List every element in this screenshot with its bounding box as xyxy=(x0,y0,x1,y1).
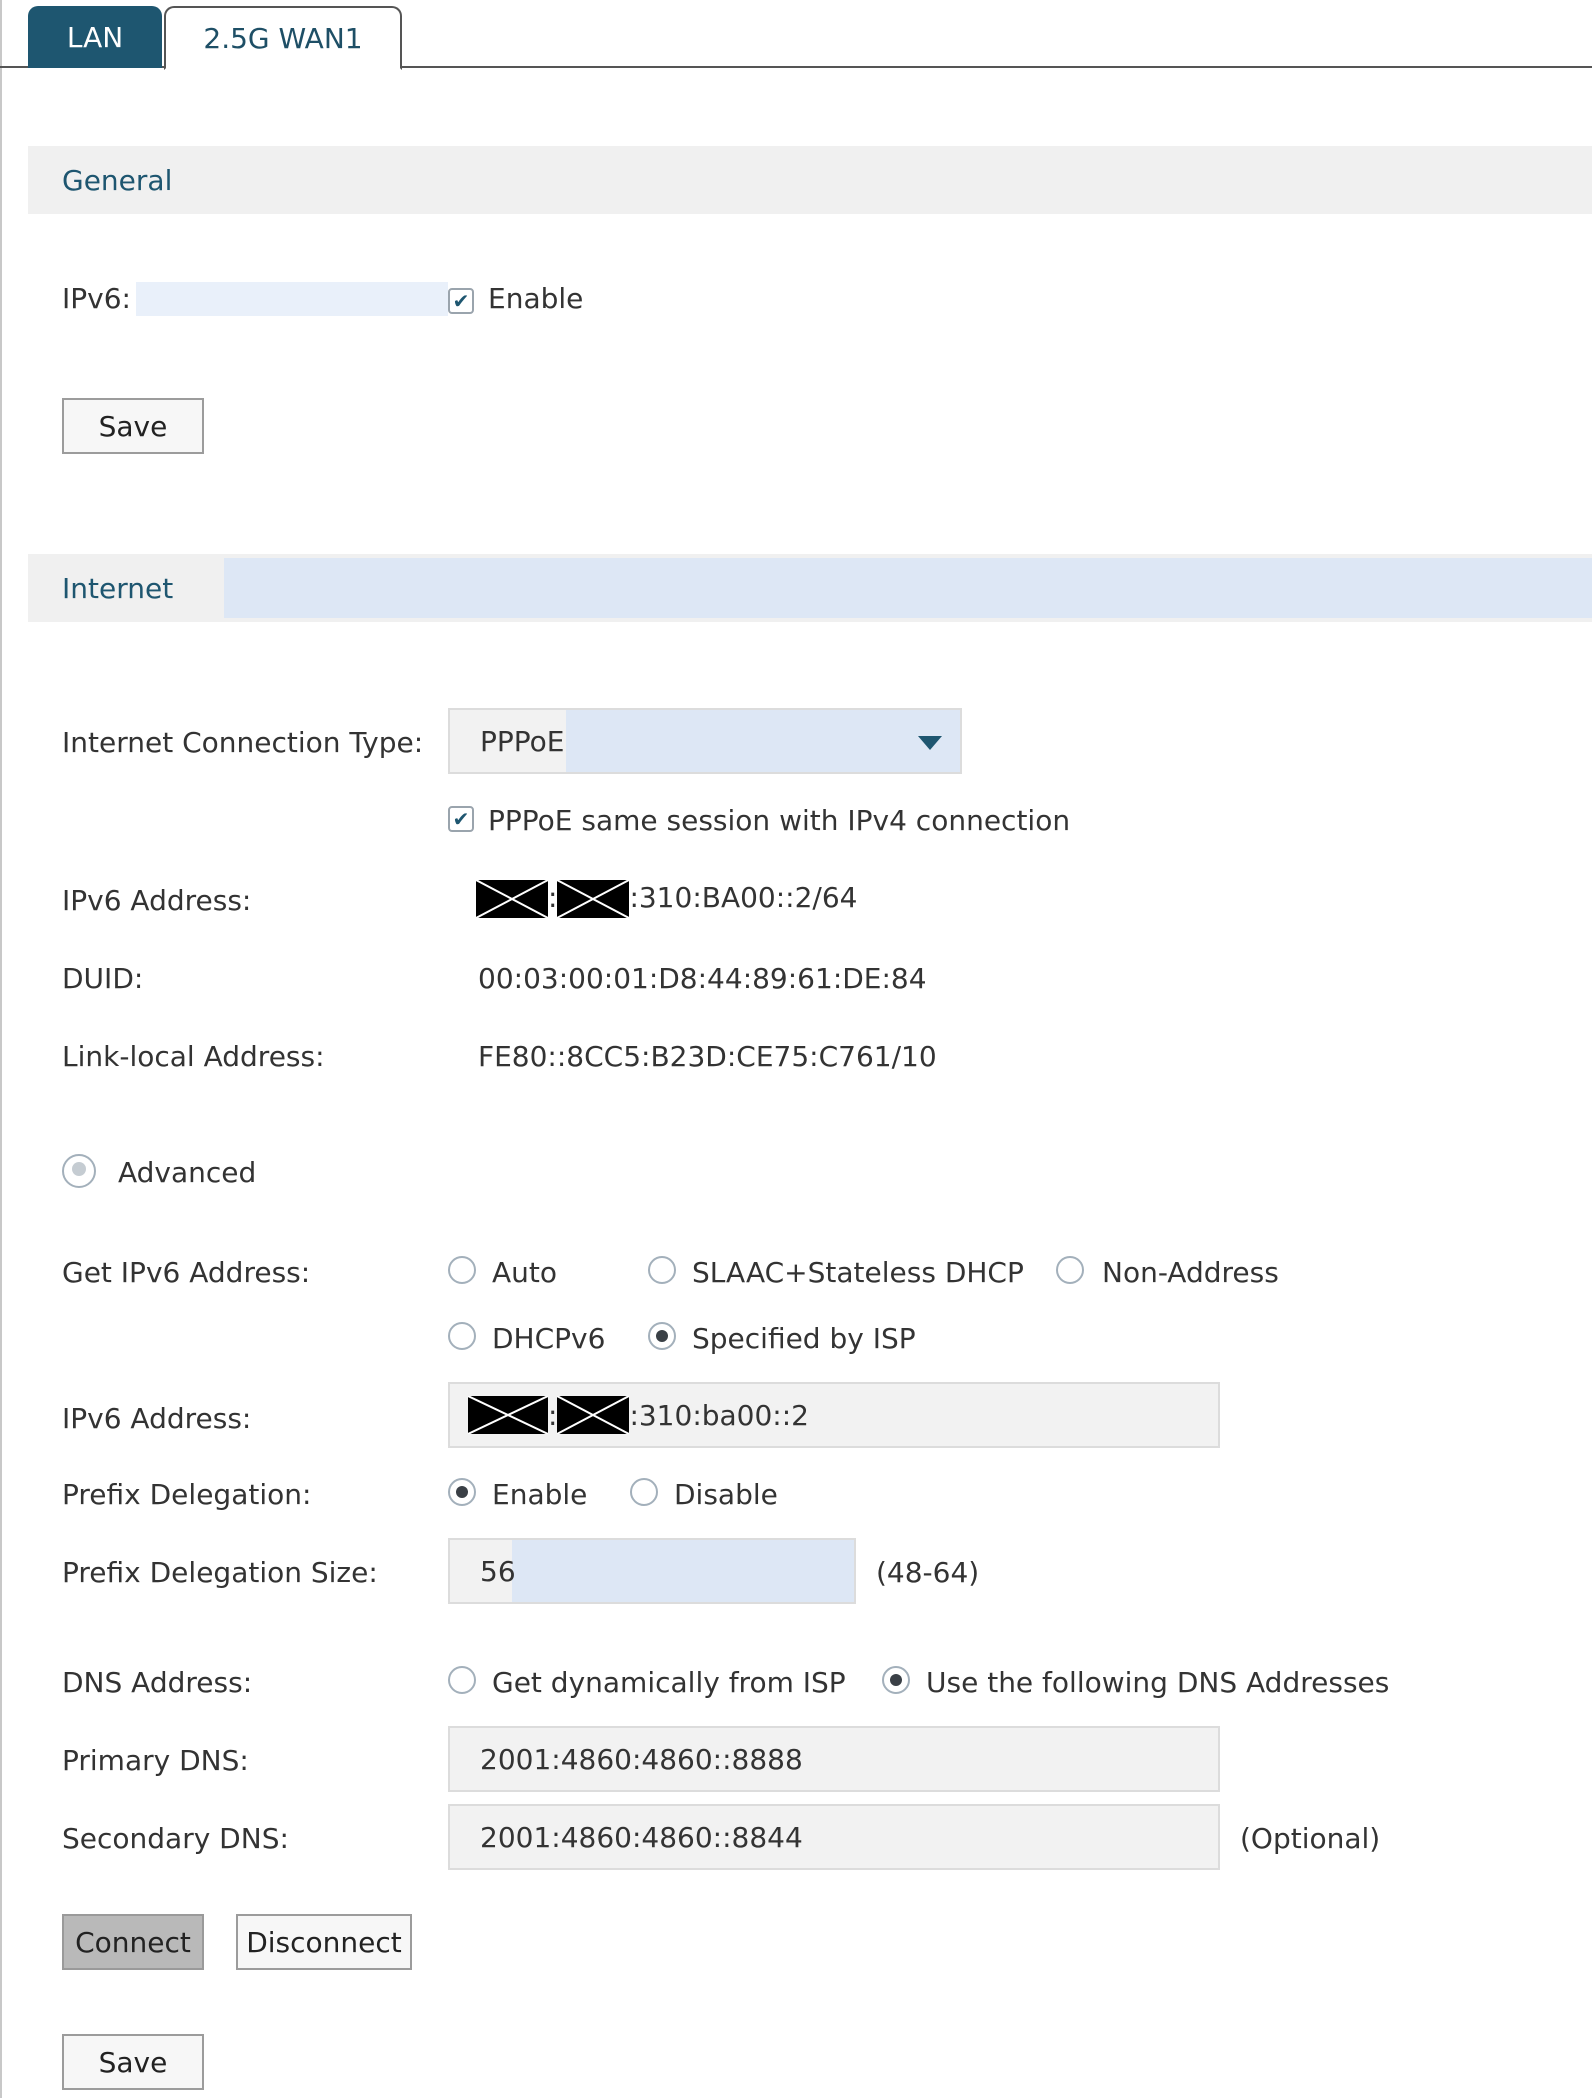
pppoe-same-session-checkbox[interactable]: ✔ xyxy=(448,806,474,832)
primary-dns-input[interactable] xyxy=(448,1726,1220,1792)
radio-non-address-label: Non-Address xyxy=(1102,1256,1279,1289)
radio-dns-manual[interactable] xyxy=(882,1666,910,1694)
ipv6-address-separator: : xyxy=(548,881,558,914)
radio-auto[interactable] xyxy=(448,1256,476,1284)
radio-dns-dynamic[interactable] xyxy=(448,1666,476,1694)
general-save-button[interactable]: Save xyxy=(62,398,204,454)
section-general-header xyxy=(28,146,1592,214)
radio-slaac-stateless-dhcp[interactable] xyxy=(648,1256,676,1284)
adv-ipv6-address-input[interactable] xyxy=(448,1382,1220,1448)
ipv6-enable-label: Enable xyxy=(488,282,584,315)
radio-specified-by-isp-label: Specified by ISP xyxy=(692,1322,916,1355)
radio-dhcpv6[interactable] xyxy=(448,1322,476,1350)
tab-lan[interactable]: LAN xyxy=(28,6,162,68)
link-local-value: FE80::8CC5:B23D:CE75:C761/10 xyxy=(478,1040,937,1073)
radio-prefix-enable[interactable] xyxy=(448,1478,476,1506)
redacted-block xyxy=(557,1396,629,1434)
section-general-title: General xyxy=(62,163,173,197)
radio-prefix-enable-label: Enable xyxy=(492,1478,588,1511)
advanced-toggle-label[interactable]: Advanced xyxy=(118,1156,257,1189)
radio-dns-manual-label: Use the following DNS Addresses xyxy=(926,1666,1390,1699)
redacted-block xyxy=(557,880,629,918)
dns-address-label: DNS Address: xyxy=(62,1666,253,1699)
prefix-size-input[interactable] xyxy=(448,1538,856,1604)
connection-type-label: Internet Connection Type: xyxy=(62,726,424,759)
duid-value: 00:03:00:01:D8:44:89:61:DE:84 xyxy=(478,962,927,995)
prefix-size-value: 56 xyxy=(480,1554,516,1588)
internet-save-button[interactable]: Save xyxy=(62,2034,204,2090)
prefix-size-label: Prefix Delegation Size: xyxy=(62,1556,378,1589)
section-internet-header xyxy=(28,554,1592,622)
tab-bar xyxy=(0,0,1592,68)
primary-dns-value: 2001:4860:4860::8888 xyxy=(480,1742,803,1776)
connection-type-select[interactable] xyxy=(448,708,962,774)
redacted-block xyxy=(468,1396,548,1434)
prefix-size-range: (48-64) xyxy=(876,1556,980,1589)
connection-type-highlight xyxy=(566,710,960,772)
disconnect-button[interactable]: Disconnect xyxy=(236,1914,412,1970)
adv-ipv6-address-separator: : xyxy=(548,1398,558,1432)
secondary-dns-label: Secondary DNS: xyxy=(62,1822,289,1855)
secondary-dns-input[interactable] xyxy=(448,1804,1220,1870)
prefix-delegation-label: Prefix Delegation: xyxy=(62,1478,312,1511)
section-internet-title: Internet xyxy=(62,571,174,605)
ipv6-enable-checkbox[interactable]: ✔ xyxy=(448,288,474,314)
radio-prefix-disable-label: Disable xyxy=(674,1478,778,1511)
prefix-size-highlight xyxy=(512,1540,854,1602)
connection-type-value: PPPoE xyxy=(480,724,565,758)
collapse-icon[interactable] xyxy=(62,1154,96,1188)
pppoe-same-session-label: PPPoE same session with IPv4 connection xyxy=(488,804,1071,837)
get-ipv6-label: Get IPv6 Address: xyxy=(62,1256,311,1289)
adv-ipv6-address-label: IPv6 Address: xyxy=(62,1402,252,1435)
radio-slaac-label: SLAAC+Stateless DHCP xyxy=(692,1256,1024,1289)
connect-button[interactable]: Connect xyxy=(62,1914,204,1970)
ipv6-address-suffix: :310:BA00::2/64 xyxy=(629,881,858,914)
radio-non-address[interactable] xyxy=(1056,1256,1084,1284)
ipv6-label-highlight xyxy=(136,282,448,316)
tab-2-5g-wan1[interactable]: 2.5G WAN1 xyxy=(164,6,402,70)
ipv6-label: IPv6: xyxy=(62,282,131,315)
secondary-dns-value: 2001:4860:4860::8844 xyxy=(480,1820,803,1854)
duid-label: DUID: xyxy=(62,962,144,995)
link-local-label: Link-local Address: xyxy=(62,1040,325,1073)
redacted-block xyxy=(476,880,548,918)
adv-ipv6-address-suffix: :310:ba00::2 xyxy=(629,1398,809,1432)
radio-auto-label: Auto xyxy=(492,1256,558,1289)
secondary-dns-optional-note: (Optional) xyxy=(1240,1822,1381,1855)
radio-dhcpv6-label: DHCPv6 xyxy=(492,1322,606,1355)
radio-prefix-disable[interactable] xyxy=(630,1478,658,1506)
radio-specified-by-isp[interactable] xyxy=(648,1322,676,1350)
ipv6-address-value xyxy=(476,880,857,918)
primary-dns-label: Primary DNS: xyxy=(62,1744,249,1777)
radio-dns-dynamic-label: Get dynamically from ISP xyxy=(492,1666,846,1699)
chevron-down-icon xyxy=(918,736,942,750)
section-internet-highlight xyxy=(224,558,1592,618)
ipv6-address-label: IPv6 Address: xyxy=(62,884,252,917)
